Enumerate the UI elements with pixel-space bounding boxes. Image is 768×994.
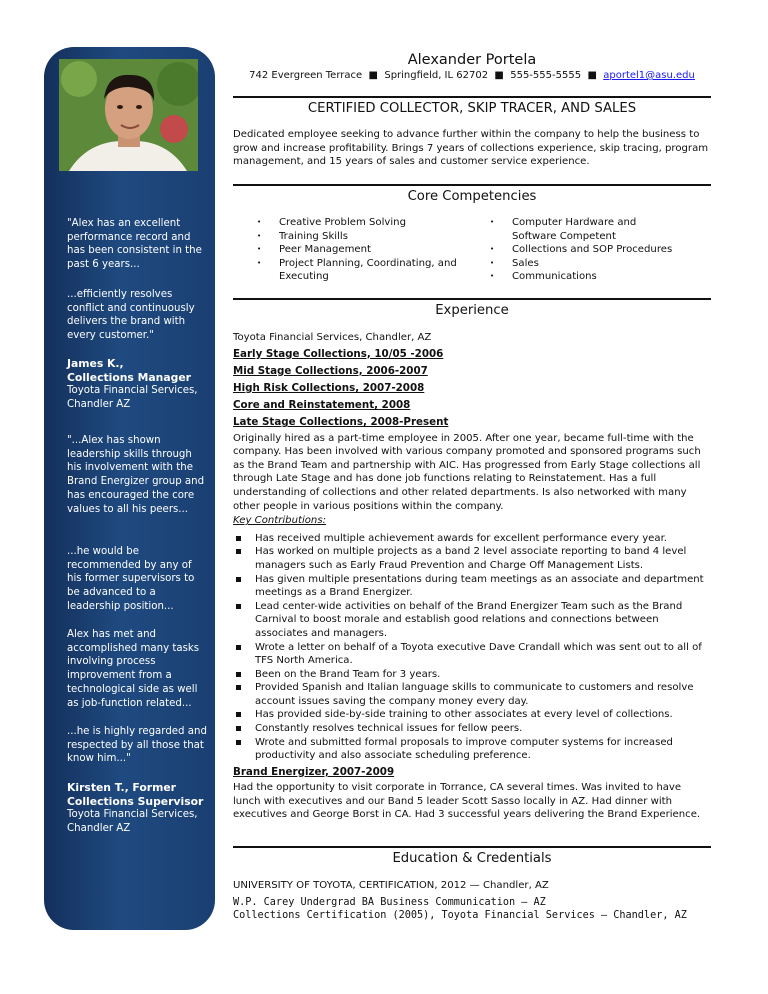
separator-icon: ■ bbox=[494, 70, 504, 81]
role-line: Late Stage Collections, 2008-Present bbox=[233, 416, 449, 429]
role-line: High Risk Collections, 2007-2008 bbox=[233, 382, 425, 394]
sidebar-quote-2: ...efficiently resolves conflict and continuously delivers the brand with every customer." bbox=[67, 289, 195, 342]
experience-title: Experience bbox=[435, 303, 509, 318]
contact-line bbox=[233, 70, 711, 81]
divider bbox=[233, 298, 711, 300]
competencies-left bbox=[257, 216, 457, 284]
competency-item: • Collections and SOP Procedures bbox=[490, 243, 690, 257]
sidebar-quote-5: Alex has met and accomplished many tasks involving process improvement from a technological side as well as job-function related... bbox=[67, 629, 200, 709]
attribution-title: Collections Manager bbox=[67, 370, 191, 384]
separator-icon: ■ bbox=[368, 70, 378, 81]
divider bbox=[233, 846, 711, 848]
role-line: Early Stage Collections, 10/05 -2006 bbox=[233, 347, 444, 360]
contribution-item: Wrote a letter on behalf of a Toyota executive Dave Crandall which was sent out to all of TFS North America. bbox=[233, 641, 711, 668]
contribution-item: Has provided side-by-side training to other associates at every level of collections. bbox=[233, 708, 711, 722]
education-line-1: UNIVERSITY OF TOYOTA, CERTIFICATION, 2012 — Chandler, AZ bbox=[233, 880, 549, 891]
sidebar-quote-1: "Alex has an excellent performance record and has been consistent in the past 6 years... bbox=[67, 218, 202, 271]
summary-text: Dedicated employee seeking to advance further within the company to help the business to grow and increase profitability. Brings 7 years of collections experience, skip tracing, program management, and 15 years of sales and customer service experience. bbox=[233, 129, 709, 168]
role-line: Mid Stage Collections, 2006-2007 bbox=[233, 364, 428, 377]
competency-item: • Creative Problem Solving bbox=[257, 216, 457, 230]
contribution-item: Lead center-wide activities on behalf of the Brand Energizer Team such as the Brand Carnival to boost morale and establish good relations and connections between associates and managers. bbox=[233, 600, 711, 641]
portrait-image bbox=[59, 59, 198, 171]
profile-photo bbox=[59, 59, 198, 171]
contribution-item: Constantly resolves technical issues for fellow peers. bbox=[233, 722, 711, 736]
attribution-name: James K., bbox=[67, 357, 124, 370]
education-title: Education & Credentials bbox=[392, 851, 552, 866]
sidebar-attribution-1 bbox=[67, 357, 207, 412]
separator-icon: ■ bbox=[587, 70, 597, 81]
candidate-name: Alexander Portela bbox=[407, 52, 537, 68]
competency-item: • Sales bbox=[490, 257, 690, 271]
address: 742 Evergreen Terrace bbox=[249, 70, 363, 81]
phone: 555-555-5555 bbox=[510, 70, 582, 81]
contributions-list bbox=[233, 532, 711, 763]
contribution-item: Has received multiple achievement awards for excellent performance every year. bbox=[233, 532, 711, 546]
contribution-item: Provided Spanish and Italian language skills to communicate to customers and resolve account issues saving the company money every day. bbox=[233, 681, 711, 708]
key-contributions-label: Key Contributions: bbox=[233, 515, 326, 527]
sidebar-quote-6: ...he is highly regarded and respected by all those that know him..." bbox=[67, 726, 207, 765]
employer: Toyota Financial Services, Chandler, AZ bbox=[233, 332, 432, 343]
contribution-item: Has given multiple presentations during team meetings as an associate and department meetings as a Brand Energizer. bbox=[233, 573, 711, 600]
competencies-title: Core Competencies bbox=[407, 189, 537, 204]
education-line-2: W.P. Carey Undergrad BA Business Communication – AZ bbox=[233, 897, 546, 908]
sidebar-attribution-2 bbox=[67, 781, 207, 836]
contribution-item: Wrote and submitted formal proposals to improve computer systems for increased productivity and also associate scheduling preference. bbox=[233, 736, 711, 763]
contribution-item: Been on the Brand Team for 3 years. bbox=[233, 668, 711, 682]
experience-body bbox=[233, 331, 711, 822]
sidebar-quote-3: "...Alex has shown leadership skills through his involvement with the Brand Energizer group and has encouraged the core values to all his peers... bbox=[67, 435, 205, 515]
competency-item: • Communications bbox=[490, 270, 690, 284]
sidebar-quote-4: ...he would be recommended by any of his former supervisors to be advanced to a leadership position... bbox=[67, 546, 195, 612]
email-link[interactable]: aportel1@asu.edu bbox=[603, 70, 695, 81]
brand-energizer-text: Had the opportunity to visit corporate in Torrance, CA several times. Was invited to have lunch with executives and our Band 5 leader Scott Sasso locally in AZ. Had dinner with executives and George Borst in CA. Had 3 successful years delivering the Brand Experience. bbox=[233, 782, 701, 821]
divider bbox=[233, 96, 711, 98]
competency-item: • Peer Management bbox=[257, 243, 457, 257]
education-line-3: Collections Certification (2005), Toyota Financial Services – Chandler, AZ bbox=[233, 910, 687, 921]
attribution-name: Kirsten T., Former Collections Supervisor bbox=[67, 781, 204, 808]
competencies-right bbox=[490, 216, 690, 284]
competency-item: • Project Planning, Coordinating, and Executing bbox=[257, 257, 457, 284]
attribution-org: Toyota Financial Services, Chandler AZ bbox=[67, 385, 198, 411]
competency-item: • Computer Hardware and Software Competent bbox=[490, 216, 662, 243]
city: Springfield, IL 62702 bbox=[384, 70, 489, 81]
attribution-org: Toyota Financial Services, Chandler AZ bbox=[67, 809, 198, 835]
summary-title: CERTIFIED COLLECTOR, SKIP TRACER, AND SALES bbox=[307, 101, 637, 116]
brand-energizer-title: Brand Energizer, 2007-2009 bbox=[233, 765, 395, 778]
divider bbox=[233, 184, 711, 186]
contribution-item: Has worked on multiple projects as a band 2 level associate reporting to band 4 level managers such as Early Fraud Prevention and Charge Off Management Lists. bbox=[233, 545, 711, 572]
competency-item: • Training Skills bbox=[257, 230, 457, 244]
experience-description: Originally hired as a part-time employee in 2005. After one year, became full-time with the company. Has been involved with various company promoted and sponsored programs such as the Brand Team and partnership with AIC. Has progressed from Early Stage collections all through Late Stage and has done job functions relating to Reinstatement. Has a full understanding of collections and other related departments. Is also networked with many other people in various positions within the company. bbox=[233, 432, 701, 512]
role-line: Core and Reinstatement, 2008 bbox=[233, 399, 411, 412]
